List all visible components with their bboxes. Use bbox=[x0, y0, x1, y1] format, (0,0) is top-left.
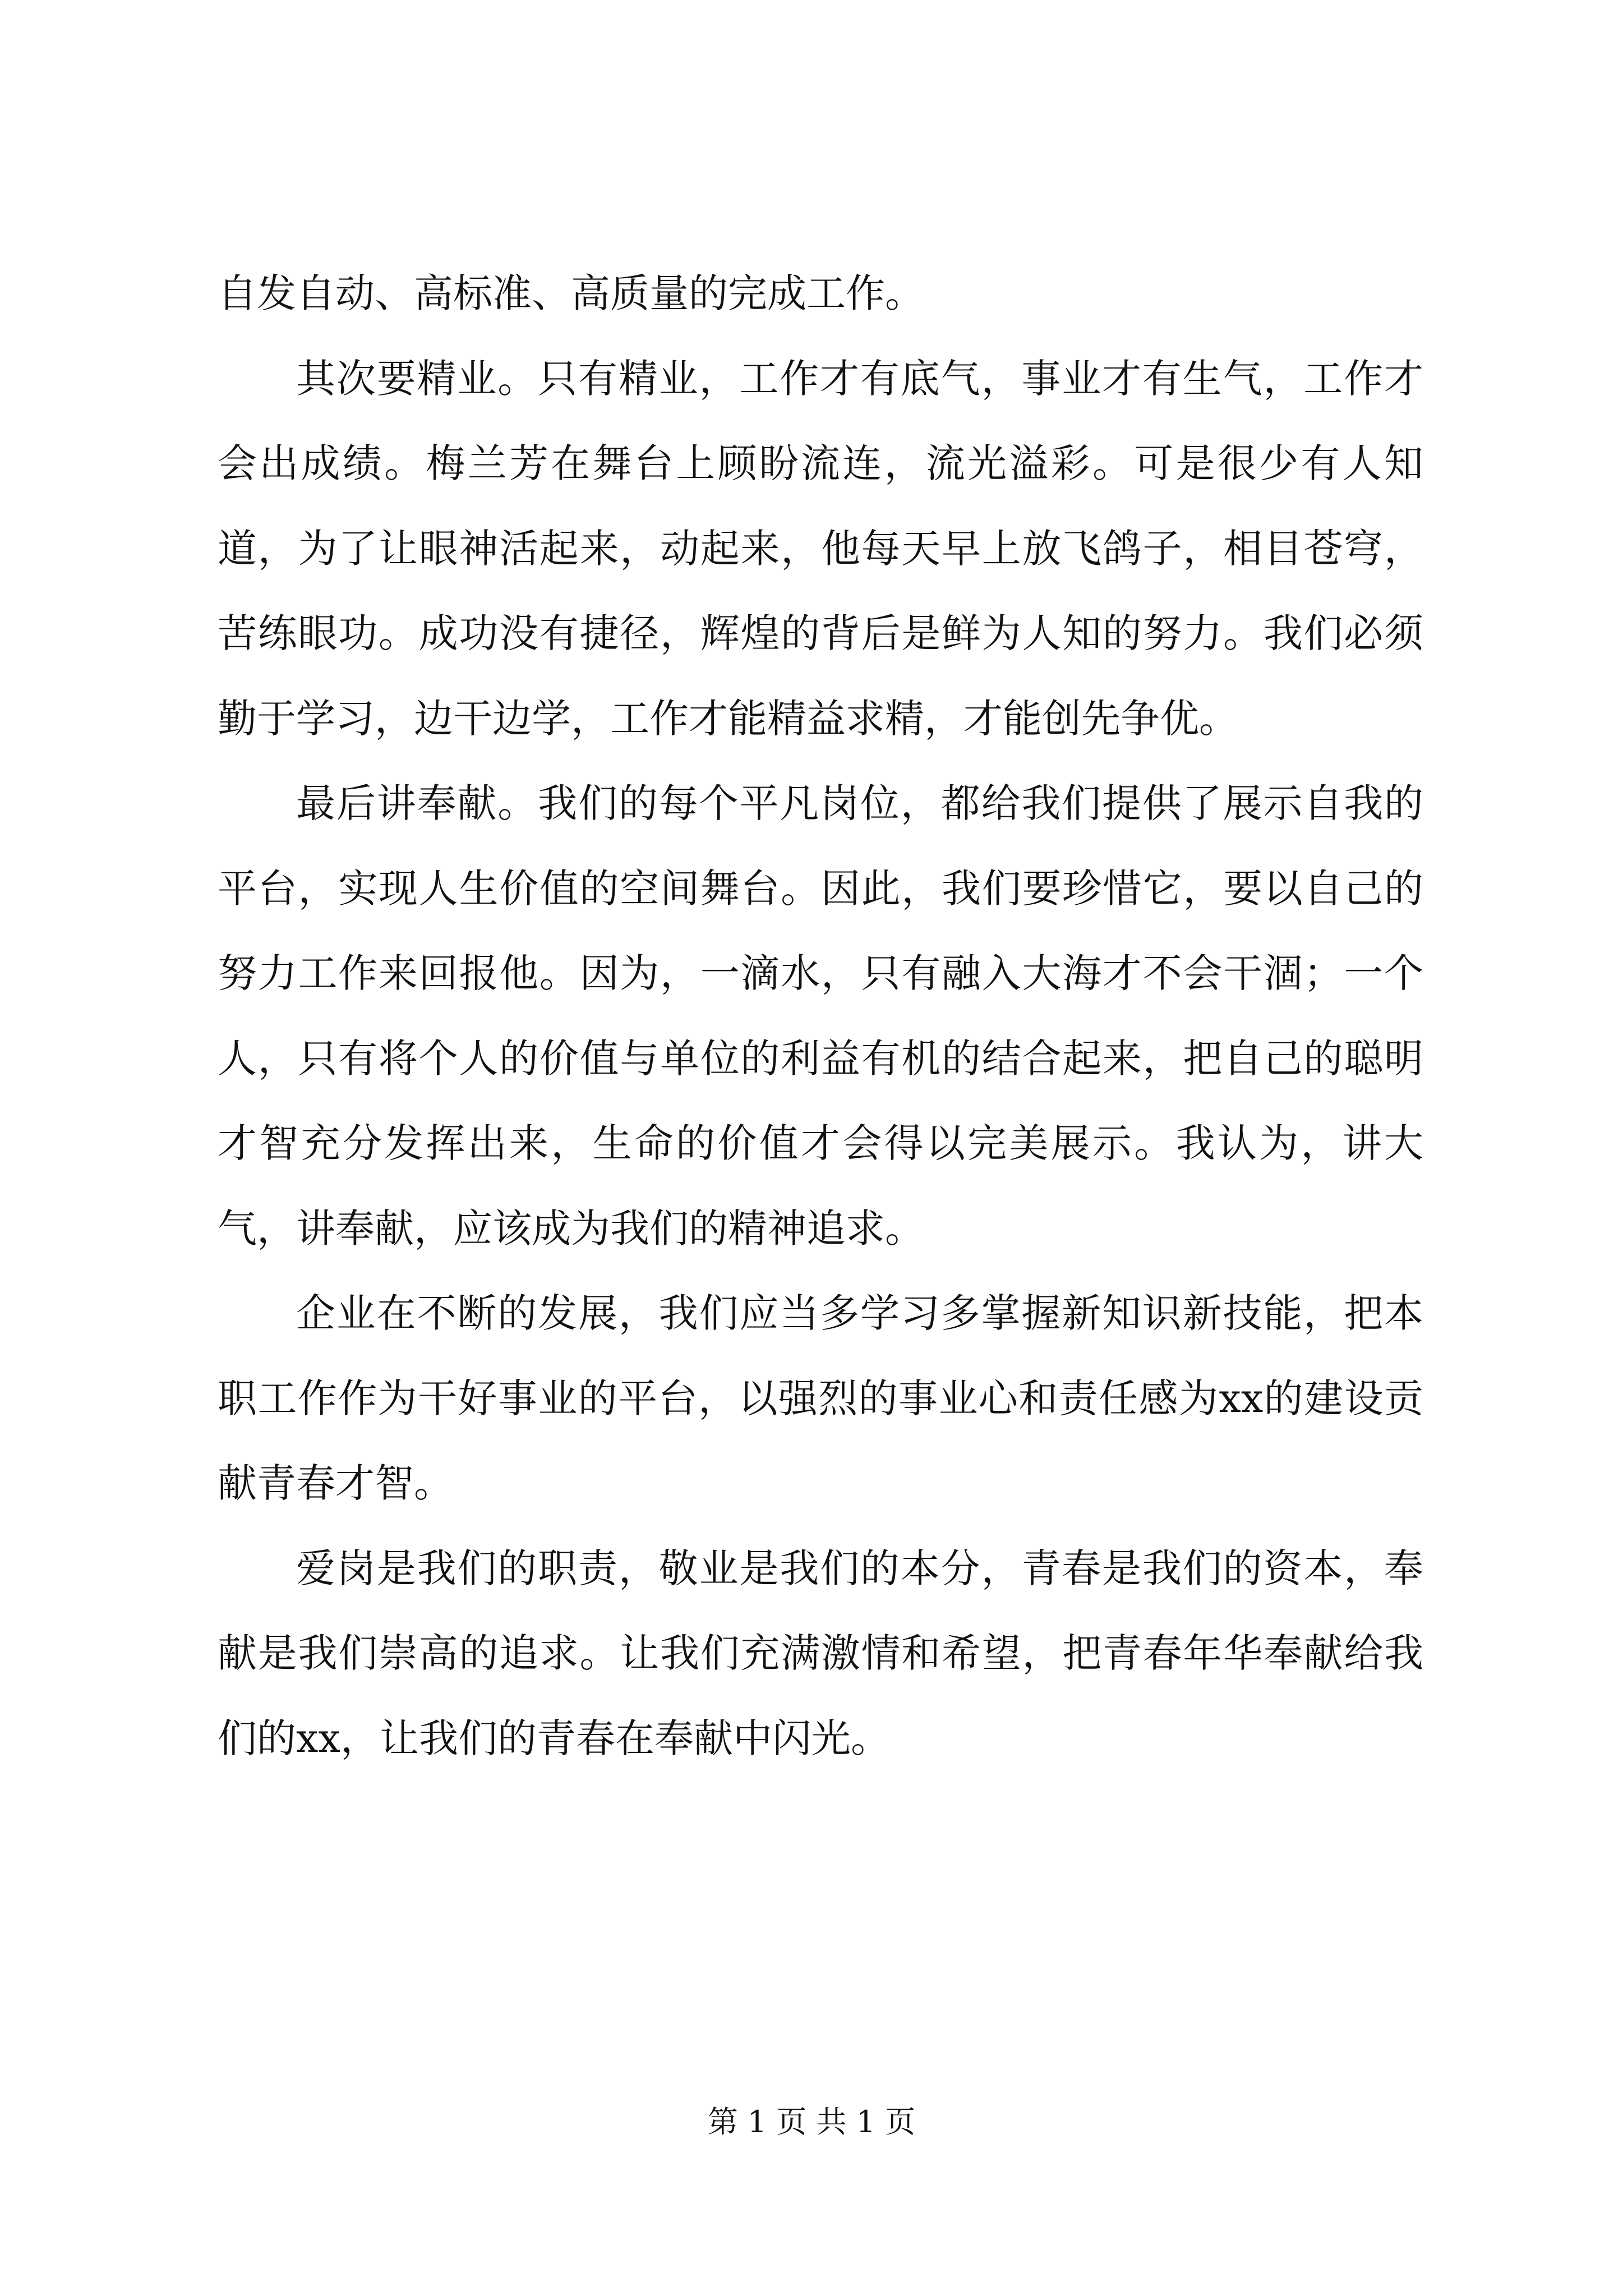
document-body bbox=[218, 251, 1423, 1781]
paragraph-5: 爱岗是我们的职责，敬业是我们的本分，青春是我们的资本，奉献是我们崇高的追求。让我们充满激情和希望，把青春年华奉献给我们的xx，让我们的青春在奉献中闪光。 bbox=[218, 1545, 1423, 1761]
paragraph-1: 自发自动、高标准、高质量的完成工作。 bbox=[218, 270, 924, 316]
paragraph-4: 企业在不断的发展，我们应当多学习多掌握新知识新技能，把本职工作作为干好事业的平台，以强烈的事业心和责任感为xx的建设贡献青春才智。 bbox=[218, 1290, 1423, 1506]
paragraph-3: 最后讲奉献。我们的每个平凡岗位，都给我们提供了展示自我的平台，实现人生价值的空间舞台。因此，我们要珍惜它，要以自己的努力工作来回报他。因为，一滴水，只有融入大海才不会干涸；一个人，只有将个人的价值与单位的利益有机的结合起来，把自己的聪明才智充分发挥出来，生命的价值才会得以完美展示。我认为，讲大气，讲奉献，应该成为我们的精神追求。 bbox=[218, 780, 1423, 1251]
paragraph-2: 其次要精业。只有精业，工作才有底气，事业才有生气，工作才会出成绩。梅兰芳在舞台上顾盼流连，流光溢彩。可是很少有人知道，为了让眼神活起来，动起来，他每天早上放飞鸽子，相目苍穹，苦练眼功。成功没有捷径，辉煌的背后是鲜为人知的努力。我们必须勤于学习，边干边学，工作才能精益求精，才能创先争优。 bbox=[218, 355, 1423, 742]
page-number-footer: 第 1 页 共 1 页 bbox=[707, 2104, 916, 2139]
